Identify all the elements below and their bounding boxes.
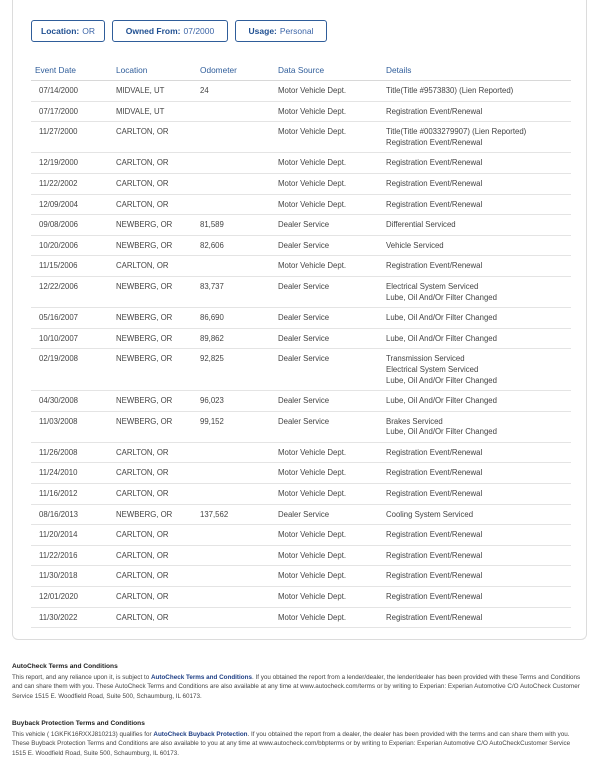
details-cell xyxy=(386,587,571,608)
data-source-cell: Motor Vehicle Dept. xyxy=(278,442,386,463)
detail-line: Registration Event/Renewal xyxy=(386,489,483,499)
event-date-cell: 11/30/2022 xyxy=(31,607,116,628)
chip-value: OR xyxy=(82,26,95,36)
autocheck-terms-section xyxy=(12,662,584,701)
table-row xyxy=(31,607,571,628)
location-cell: CARLTON, OR xyxy=(116,153,200,174)
location-cell: CARLTON, OR xyxy=(116,256,200,277)
location-cell: MIDVALE, UT xyxy=(116,101,200,122)
table-row xyxy=(31,235,571,256)
table-row xyxy=(31,349,571,391)
event-date-cell: 11/16/2012 xyxy=(31,484,116,505)
details-cell xyxy=(386,349,571,391)
details-cell xyxy=(386,276,571,307)
details-cell xyxy=(386,607,571,628)
event-date-cell: 05/16/2007 xyxy=(31,308,116,329)
data-source-cell: Dealer Service xyxy=(278,504,386,525)
odometer-cell xyxy=(200,545,278,566)
detail-line: Registration Event/Renewal xyxy=(386,530,483,540)
details-cell xyxy=(386,256,571,277)
buyback-terms-section xyxy=(12,719,584,758)
detail-line: Electrical System Serviced xyxy=(386,364,479,374)
buyback-protection-link[interactable]: AutoCheck Buyback Protection xyxy=(153,730,248,738)
detail-line: Electrical System Serviced xyxy=(386,281,479,291)
details-cell xyxy=(386,504,571,525)
location-cell: CARLTON, OR xyxy=(116,484,200,505)
location-cell: CARLTON, OR xyxy=(116,587,200,608)
details-cell xyxy=(386,525,571,546)
table-row xyxy=(31,122,571,153)
event-date-cell: 04/30/2008 xyxy=(31,391,116,412)
data-source-cell: Motor Vehicle Dept. xyxy=(278,607,386,628)
event-date-cell: 10/10/2007 xyxy=(31,328,116,349)
odometer-cell: 89,862 xyxy=(200,328,278,349)
table-row xyxy=(31,153,571,174)
location-cell: CARLTON, OR xyxy=(116,607,200,628)
event-date-cell: 12/19/2000 xyxy=(31,153,116,174)
detail-line: Registration Event/Renewal xyxy=(386,261,483,271)
odometer-cell xyxy=(200,101,278,122)
chip-label: Usage: xyxy=(248,26,277,36)
data-source-cell: Motor Vehicle Dept. xyxy=(278,194,386,215)
details-cell xyxy=(386,545,571,566)
location-cell: CARLTON, OR xyxy=(116,525,200,546)
data-source-cell: Dealer Service xyxy=(278,308,386,329)
odometer-cell xyxy=(200,525,278,546)
location-cell: NEWBERG, OR xyxy=(116,276,200,307)
table-row xyxy=(31,101,571,122)
detail-line: Registration Event/Renewal xyxy=(386,158,483,168)
column-header-event-date[interactable]: Event Date xyxy=(31,60,116,81)
details-cell xyxy=(386,411,571,442)
vehicle-history-table xyxy=(31,60,571,628)
detail-line: Registration Event/Renewal xyxy=(386,447,483,457)
table-row xyxy=(31,308,571,329)
chip-label: Owned From: xyxy=(125,26,181,36)
details-cell xyxy=(386,173,571,194)
data-source-cell: Motor Vehicle Dept. xyxy=(278,484,386,505)
detail-line: Registration Event/Renewal xyxy=(386,468,483,478)
detail-line: Title(Title #9573830) (Lien Reported) xyxy=(386,86,514,95)
location-cell: CARLTON, OR xyxy=(116,545,200,566)
table-row xyxy=(31,328,571,349)
location-cell: NEWBERG, OR xyxy=(116,349,200,391)
details-cell xyxy=(386,391,571,412)
location-cell: CARLTON, OR xyxy=(116,122,200,153)
data-source-cell: Motor Vehicle Dept. xyxy=(278,122,386,153)
location-cell: NEWBERG, OR xyxy=(116,235,200,256)
column-header-data-source[interactable]: Data Source xyxy=(278,60,386,81)
detail-line: Transmission Serviced xyxy=(386,354,465,364)
details-cell xyxy=(386,308,571,329)
details-cell xyxy=(386,566,571,587)
location-cell: NEWBERG, OR xyxy=(116,328,200,349)
table-row xyxy=(31,484,571,505)
details-cell xyxy=(386,194,571,215)
column-header-odometer[interactable]: Odometer xyxy=(200,60,278,81)
data-source-cell: Motor Vehicle Dept. xyxy=(278,256,386,277)
event-date-cell: 11/27/2000 xyxy=(31,122,116,153)
odometer-cell xyxy=(200,442,278,463)
column-header-details[interactable]: Details xyxy=(386,60,571,81)
detail-line: Registration Event/Renewal xyxy=(386,199,483,209)
table-row xyxy=(31,411,571,442)
data-source-cell: Dealer Service xyxy=(278,215,386,236)
data-source-cell: Dealer Service xyxy=(278,349,386,391)
event-date-cell: 11/22/2002 xyxy=(31,173,116,194)
details-cell xyxy=(386,463,571,484)
location-cell: CARLTON, OR xyxy=(116,463,200,484)
buyback-terms-text: This vehicle ( 1GKFK16RXXJ810213) qualifies for AutoCheck Buyback Protection. If you obtained the report from a dealer, the dealer has been provided with the terms and can share them with you. These Buyback Protection Terms and Conditions are also available to you at any time at www.autocheck.com/bbpterms or by writing to Experian: Experian Automotive C/O AutoCheckCustomer Service 1515 E. Woodfield Road, Suite 500, Schaumburg, IL 60173. xyxy=(12,730,571,757)
odometer-cell: 96,023 xyxy=(200,391,278,412)
table-row xyxy=(31,504,571,525)
usage-filter-chip[interactable] xyxy=(235,20,327,42)
location-cell: MIDVALE, UT xyxy=(116,81,200,102)
event-date-cell: 02/19/2008 xyxy=(31,349,116,391)
table-row xyxy=(31,463,571,484)
data-source-cell: Motor Vehicle Dept. xyxy=(278,101,386,122)
data-source-cell: Motor Vehicle Dept. xyxy=(278,81,386,102)
event-date-cell: 07/17/2000 xyxy=(31,101,116,122)
event-date-cell: 08/16/2013 xyxy=(31,504,116,525)
table-row xyxy=(31,81,571,102)
autocheck-terms-link[interactable]: AutoCheck Terms and Conditions xyxy=(150,673,252,681)
event-date-cell: 12/01/2020 xyxy=(31,587,116,608)
odometer-cell xyxy=(200,566,278,587)
table-row xyxy=(31,566,571,587)
detail-line: Brakes Serviced xyxy=(386,416,443,426)
chip-value: Personal xyxy=(279,26,314,36)
event-date-cell: 10/20/2006 xyxy=(31,235,116,256)
table-row xyxy=(31,545,571,566)
odometer-cell: 86,690 xyxy=(200,308,278,329)
location-cell: NEWBERG, OR xyxy=(116,215,200,236)
event-date-cell: 11/15/2006 xyxy=(31,256,116,277)
event-date-cell: 11/03/2008 xyxy=(31,411,116,442)
event-date-cell: 12/09/2004 xyxy=(31,194,116,215)
odometer-cell xyxy=(200,463,278,484)
odometer-cell xyxy=(200,256,278,277)
detail-line: Lube, Oil And/Or Filter Changed xyxy=(386,427,497,437)
odometer-cell xyxy=(200,153,278,174)
location-filter-chip[interactable] xyxy=(31,20,105,42)
odometer-cell xyxy=(200,607,278,628)
event-date-cell: 11/24/2010 xyxy=(31,463,116,484)
chip-label: Location: xyxy=(41,26,80,36)
details-cell xyxy=(386,484,571,505)
odometer-cell: 82,606 xyxy=(200,235,278,256)
event-date-cell: 11/20/2014 xyxy=(31,525,116,546)
event-date-cell: 11/26/2008 xyxy=(31,442,116,463)
details-cell xyxy=(386,122,571,153)
event-date-cell: 09/08/2006 xyxy=(31,215,116,236)
detail-line: Registration Event/Renewal xyxy=(386,178,483,188)
detail-line: Cooling System Serviced xyxy=(386,509,474,519)
details-cell xyxy=(386,153,571,174)
details-cell xyxy=(386,101,571,122)
location-cell: NEWBERG, OR xyxy=(116,411,200,442)
odometer-cell xyxy=(200,122,278,153)
detail-line: Title(Title #0033279907) (Lien Reported) xyxy=(386,127,527,137)
data-source-cell: Dealer Service xyxy=(278,276,386,307)
detail-line: Registration Event/Renewal xyxy=(386,137,483,147)
location-cell: CARLTON, OR xyxy=(116,442,200,463)
odometer-cell: 137,562 xyxy=(200,504,278,525)
detail-line: Registration Event/Renewal xyxy=(386,571,483,581)
details-cell xyxy=(386,235,571,256)
odometer-cell: 81,589 xyxy=(200,215,278,236)
data-source-cell: Motor Vehicle Dept. xyxy=(278,153,386,174)
autocheck-terms-text: This report, and any reliance upon it, is subject to AutoCheck Terms and Conditions. If you obtained the report from a lender/dealer, the lender/dealer has been provided with these Terms and Conditions and can share them with you. These AutoCheck Terms and Conditions are also available at any time at www.autocheck.com/terms or by writing to Experian: Experian Automotive C/O AutoCheck Customer Service 1515 E. Woodfield Road, Suite 500, Schaumburg, IL 60173. xyxy=(12,673,581,700)
location-cell: CARLTON, OR xyxy=(116,173,200,194)
data-source-cell: Motor Vehicle Dept. xyxy=(278,566,386,587)
event-date-cell: 11/22/2016 xyxy=(31,545,116,566)
table-row xyxy=(31,215,571,236)
data-source-cell: Dealer Service xyxy=(278,235,386,256)
odometer-cell xyxy=(200,194,278,215)
event-date-cell: 11/30/2018 xyxy=(31,566,116,587)
table-header-row xyxy=(31,60,571,81)
detail-line: Lube, Oil And/Or Filter Changed xyxy=(386,333,497,343)
table-row xyxy=(31,194,571,215)
detail-line: Vehicle Serviced xyxy=(386,240,444,250)
data-source-cell: Dealer Service xyxy=(278,328,386,349)
data-source-cell: Motor Vehicle Dept. xyxy=(278,525,386,546)
location-cell: NEWBERG, OR xyxy=(116,308,200,329)
location-cell: NEWBERG, OR xyxy=(116,504,200,525)
filter-chips xyxy=(31,20,327,42)
detail-line: Lube, Oil And/Or Filter Changed xyxy=(386,375,497,385)
table-row xyxy=(31,525,571,546)
details-cell xyxy=(386,328,571,349)
location-cell: NEWBERG, OR xyxy=(116,391,200,412)
owned-from-filter-chip[interactable] xyxy=(112,20,228,42)
table-row xyxy=(31,391,571,412)
detail-line: Lube, Oil And/Or Filter Changed xyxy=(386,396,497,406)
table-row xyxy=(31,256,571,277)
details-cell xyxy=(386,442,571,463)
event-date-cell: 07/14/2000 xyxy=(31,81,116,102)
data-source-cell: Motor Vehicle Dept. xyxy=(278,545,386,566)
odometer-cell xyxy=(200,587,278,608)
odometer-cell: 99,152 xyxy=(200,411,278,442)
column-header-location[interactable]: Location xyxy=(116,60,200,81)
odometer-cell: 92,825 xyxy=(200,349,278,391)
odometer-cell xyxy=(200,173,278,194)
detail-line: Differential Serviced xyxy=(386,220,456,230)
details-cell xyxy=(386,215,571,236)
details-cell xyxy=(386,81,571,102)
detail-line: Registration Event/Renewal xyxy=(386,106,483,116)
data-source-cell: Motor Vehicle Dept. xyxy=(278,173,386,194)
detail-line: Lube, Oil And/Or Filter Changed xyxy=(386,313,497,323)
buyback-terms-title: Buyback Protection Terms and Conditions xyxy=(12,720,145,727)
data-source-cell: Dealer Service xyxy=(278,391,386,412)
table-row xyxy=(31,442,571,463)
odometer-cell xyxy=(200,484,278,505)
data-source-cell: Motor Vehicle Dept. xyxy=(278,587,386,608)
event-date-cell: 12/22/2006 xyxy=(31,276,116,307)
autocheck-terms-title: AutoCheck Terms and Conditions xyxy=(12,663,118,670)
location-cell: CARLTON, OR xyxy=(116,194,200,215)
detail-line: Registration Event/Renewal xyxy=(386,612,483,622)
detail-line: Lube, Oil And/Or Filter Changed xyxy=(386,292,497,302)
table-row xyxy=(31,587,571,608)
odometer-cell: 24 xyxy=(200,81,278,102)
location-cell: CARLTON, OR xyxy=(116,566,200,587)
table-row xyxy=(31,173,571,194)
odometer-cell: 83,737 xyxy=(200,276,278,307)
data-source-cell: Dealer Service xyxy=(278,411,386,442)
data-source-cell: Motor Vehicle Dept. xyxy=(278,463,386,484)
table-row xyxy=(31,276,571,307)
detail-line: Registration Event/Renewal xyxy=(386,592,483,602)
chip-value: 07/2000 xyxy=(183,26,215,36)
detail-line: Registration Event/Renewal xyxy=(386,550,483,560)
